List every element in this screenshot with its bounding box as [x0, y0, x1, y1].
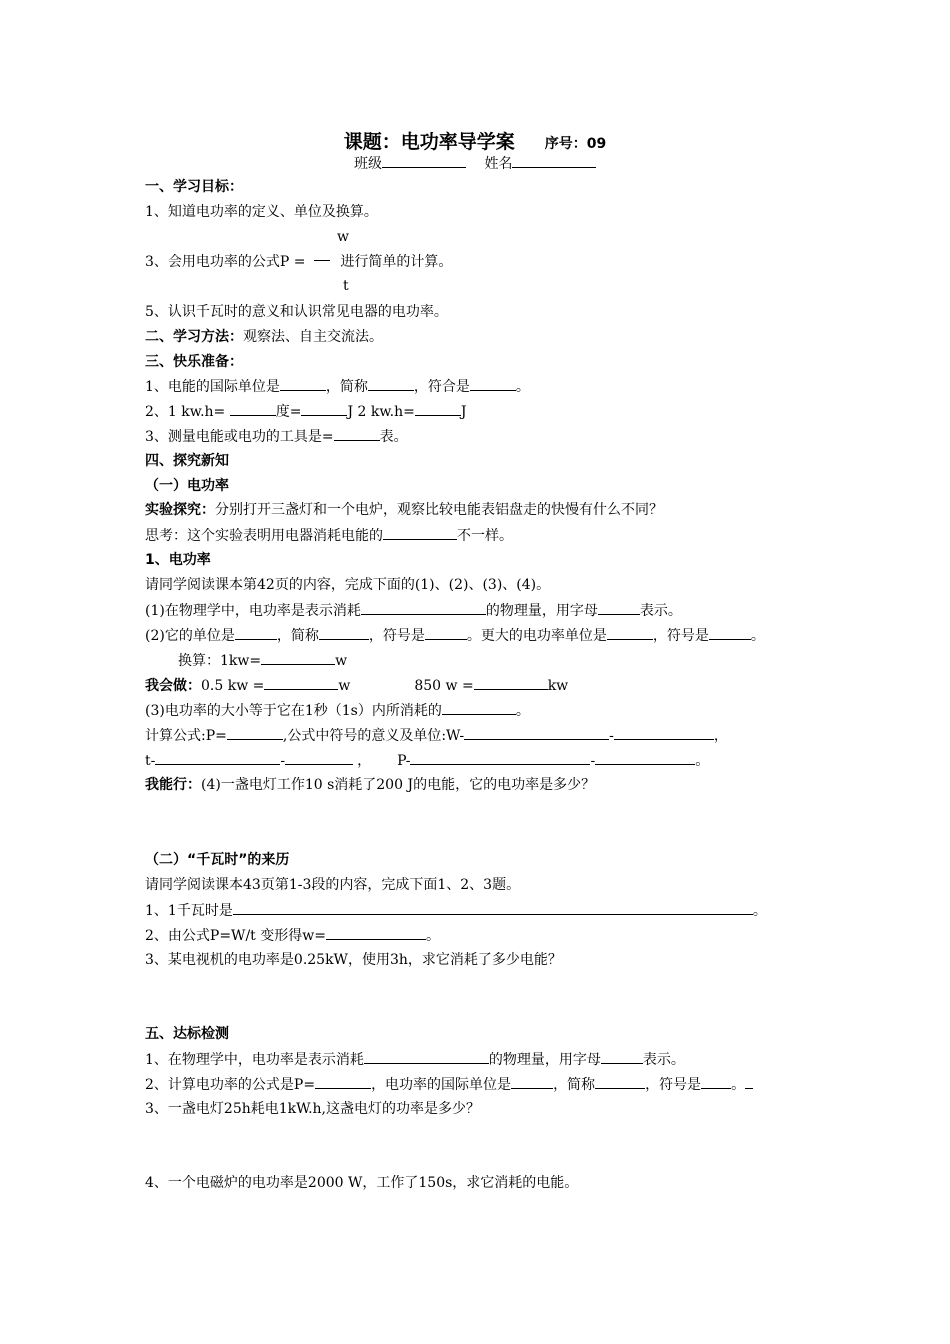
blank[interactable]: [598, 600, 640, 615]
experiment-line: [145, 500, 663, 520]
blank[interactable]: [607, 625, 653, 640]
kwh-2-text: 。: [425, 928, 440, 944]
blank[interactable]: [301, 401, 347, 416]
fraction-bar: [314, 260, 330, 261]
blank[interactable]: [264, 675, 338, 690]
blank[interactable]: [595, 750, 695, 765]
method-line: [145, 327, 383, 347]
blank[interactable]: [470, 376, 516, 391]
test-line-3: 3、一盏电灯25h耗电1kW.h,这盏电灯的功率是多少？: [145, 1101, 480, 1117]
test-2-text: ，电功率的国际单位是: [371, 1077, 512, 1093]
method-heading: 二、学习方法：: [145, 329, 243, 345]
blank[interactable]: [511, 1074, 553, 1089]
goals-heading: 一、学习目标：: [145, 179, 243, 195]
prep-heading: 三、快乐准备：: [145, 354, 243, 370]
formula-text: 计算公式:P=: [145, 728, 227, 744]
kwh-line-1: [145, 900, 767, 921]
test-1-text: 的物理量，用字母: [488, 1052, 601, 1068]
prep-3-text: 表。: [379, 429, 408, 445]
symbol-text: -: [280, 753, 286, 769]
title-main: 课题：电功率导学案: [343, 131, 515, 153]
name-label: 姓名: [484, 156, 513, 172]
symbol-text: P-: [397, 753, 411, 769]
read-instruction: 请同学阅读课本第42页的内容，完成下面的(1)、(2)、(3)、(4)。: [145, 577, 551, 593]
goal-5: 5、认识千瓦时的意义和认识常见电器的电功率。: [145, 304, 448, 320]
think-line: [145, 525, 513, 546]
able-text: (4)一盏电灯工作10 s消耗了200 J的电能，它的电功率是多少？: [201, 777, 596, 793]
prep-3-text: 3、测量电能或电功的工具是=: [145, 429, 334, 445]
blank[interactable]: [361, 600, 486, 615]
conversion-text: 换算：1kw=: [178, 653, 262, 669]
prep-1-text: 。: [515, 379, 530, 395]
kwh-read-instruction: 请同学阅读课本43页第1-3段的内容，完成下面1、2、3题。: [145, 877, 521, 893]
explore-subheading: （一）电功率: [145, 478, 229, 494]
goal-3-prefix: 3、会用电功率的公式P =: [145, 254, 306, 270]
test-2-text: 。: [731, 1077, 746, 1093]
prep-1-text: ，符合是: [413, 379, 470, 395]
q2-text: 。: [750, 628, 765, 644]
q1-text: 的物理量，用字母: [485, 603, 598, 619]
prep-2-text: 2、1 kw.h=: [145, 404, 230, 420]
prep-2-text: 度=: [275, 404, 302, 420]
think-text: 不一样。: [457, 528, 513, 544]
q1-text: 表示。: [639, 603, 682, 619]
kwh-1-text: 1、1千瓦时是: [145, 903, 233, 919]
kwh-heading: （二）“千瓦时”的来历: [145, 852, 290, 868]
blank[interactable]: [326, 925, 426, 940]
blank[interactable]: [334, 426, 380, 441]
prep-2-text: J: [460, 404, 467, 420]
symbol-text: -: [590, 753, 596, 769]
blank[interactable]: [227, 725, 283, 740]
test-heading: 五、达标检测: [145, 1026, 229, 1042]
can-do-line: [145, 675, 568, 696]
formula-text: ，: [713, 728, 728, 744]
prep-2-text: J 2 kw.h=: [347, 404, 415, 420]
blank[interactable]: [285, 750, 353, 765]
blank[interactable]: [280, 376, 326, 391]
blank[interactable]: [464, 725, 609, 740]
test-line-2: [145, 1074, 753, 1095]
blank[interactable]: [709, 625, 751, 640]
blank[interactable]: [230, 401, 276, 416]
can-do-label: 我会做：: [145, 678, 201, 694]
blank[interactable]: [364, 1049, 489, 1064]
think-text: 思考：这个实验表明用电器消耗电能的: [145, 528, 383, 544]
prep-line-2: [145, 401, 467, 422]
kwh-1-text: 。: [752, 903, 767, 919]
q2-text: ，符号是: [368, 628, 425, 644]
can-do-text: 850 w =: [414, 678, 474, 694]
test-line-1: [145, 1049, 685, 1070]
able-label: 我能行：: [145, 777, 201, 793]
question-3: [145, 700, 530, 721]
prep-1-text: 1、电能的国际单位是: [145, 379, 280, 395]
blank[interactable]: [261, 650, 335, 665]
blank[interactable]: [425, 625, 467, 640]
blank[interactable]: [410, 750, 590, 765]
blank[interactable]: [614, 725, 714, 740]
experiment-text: 分别打开三盏灯和一个电炉，观察比较电能表铝盘走的快慢有什么不同？: [215, 502, 663, 518]
can-do-text: w: [338, 678, 351, 694]
blank[interactable]: [233, 900, 753, 915]
name-blank[interactable]: [512, 153, 596, 168]
goal-3: [145, 252, 452, 272]
blank[interactable]: [601, 1049, 643, 1064]
blank[interactable]: [701, 1074, 731, 1089]
q2-text: ，简称: [276, 628, 319, 644]
conversion-line: [178, 650, 347, 671]
blank[interactable]: [368, 376, 414, 391]
class-blank[interactable]: [382, 153, 466, 168]
q2-text: ，符号是: [652, 628, 709, 644]
q1-text: (1)在物理学中，电功率是表示消耗: [145, 603, 361, 619]
can-do-text: kw: [547, 678, 569, 694]
blank[interactable]: [155, 750, 280, 765]
experiment-label: 实验探究：: [145, 502, 215, 518]
test-2-text: 2、计算电功率的公式是P=: [145, 1077, 316, 1093]
conversion-text: w: [335, 653, 348, 669]
blank[interactable]: [474, 675, 548, 690]
explore-heading: 四、探究新知: [145, 453, 229, 469]
blank[interactable]: [235, 625, 277, 640]
q3-text: 。: [515, 703, 530, 719]
formula-numerator: w: [337, 229, 349, 245]
method-text: 观察法、自主交流法。: [243, 329, 383, 345]
prep-line-1: [145, 376, 530, 397]
q2-text: 。更大的电功率单位是: [466, 628, 607, 644]
trailing-blank[interactable]: [745, 1074, 753, 1089]
able-line: [145, 775, 595, 795]
formula-text: -: [609, 728, 614, 744]
question-2: [145, 625, 765, 646]
goal-1: 1、知道电功率的定义、单位及换算。: [145, 204, 378, 220]
test-line-4: 4、一个电磁炉的电功率是2000 W，工作了150s，求它消耗的电能。: [145, 1175, 579, 1191]
class-name-line: [354, 153, 596, 174]
blank[interactable]: [315, 1074, 371, 1089]
question-1: [145, 600, 682, 621]
symbol-text: t-: [145, 753, 156, 769]
blank[interactable]: [415, 401, 461, 416]
test-1-text: 1、在物理学中，电功率是表示消耗: [145, 1052, 364, 1068]
class-label: 班级: [354, 156, 382, 172]
prep-line-3: [145, 426, 408, 447]
blank[interactable]: [442, 700, 516, 715]
symbol-line: [145, 750, 709, 771]
q3-text: (3)电功率的大小等于它在1秒（1s）内所消耗的: [145, 703, 442, 719]
test-2-text: ，符号是: [645, 1077, 702, 1093]
kwh-line-3: 3、某电视机的电功率是0.25kW，使用3h，求它消耗了多少电能？: [145, 952, 562, 968]
prep-1-text: ，简称: [325, 379, 368, 395]
document-title: [0, 127, 950, 154]
test-1-text: 表示。: [642, 1052, 685, 1068]
goal-3-suffix: 进行简单的计算。: [340, 254, 453, 270]
can-do-text: 0.5 kw =: [201, 678, 265, 694]
power-heading: 1、电功率: [145, 552, 211, 568]
serial-number: 序号：09: [544, 136, 607, 152]
blank[interactable]: [595, 1074, 645, 1089]
symbol-text: ，: [357, 753, 372, 769]
q2-text: (2)它的单位是: [145, 628, 235, 644]
formula-line: [145, 725, 728, 746]
kwh-line-2: [145, 925, 440, 946]
test-2-text: ，简称: [553, 1077, 596, 1093]
symbol-text: 。: [695, 753, 710, 769]
formula-text: ,公式中符号的意义及单位:W-: [282, 728, 465, 744]
blank[interactable]: [383, 525, 457, 540]
formula-denominator: t: [343, 278, 349, 294]
kwh-2-text: 2、由公式P=W/t 变形得w=: [145, 928, 326, 944]
blank[interactable]: [319, 625, 369, 640]
